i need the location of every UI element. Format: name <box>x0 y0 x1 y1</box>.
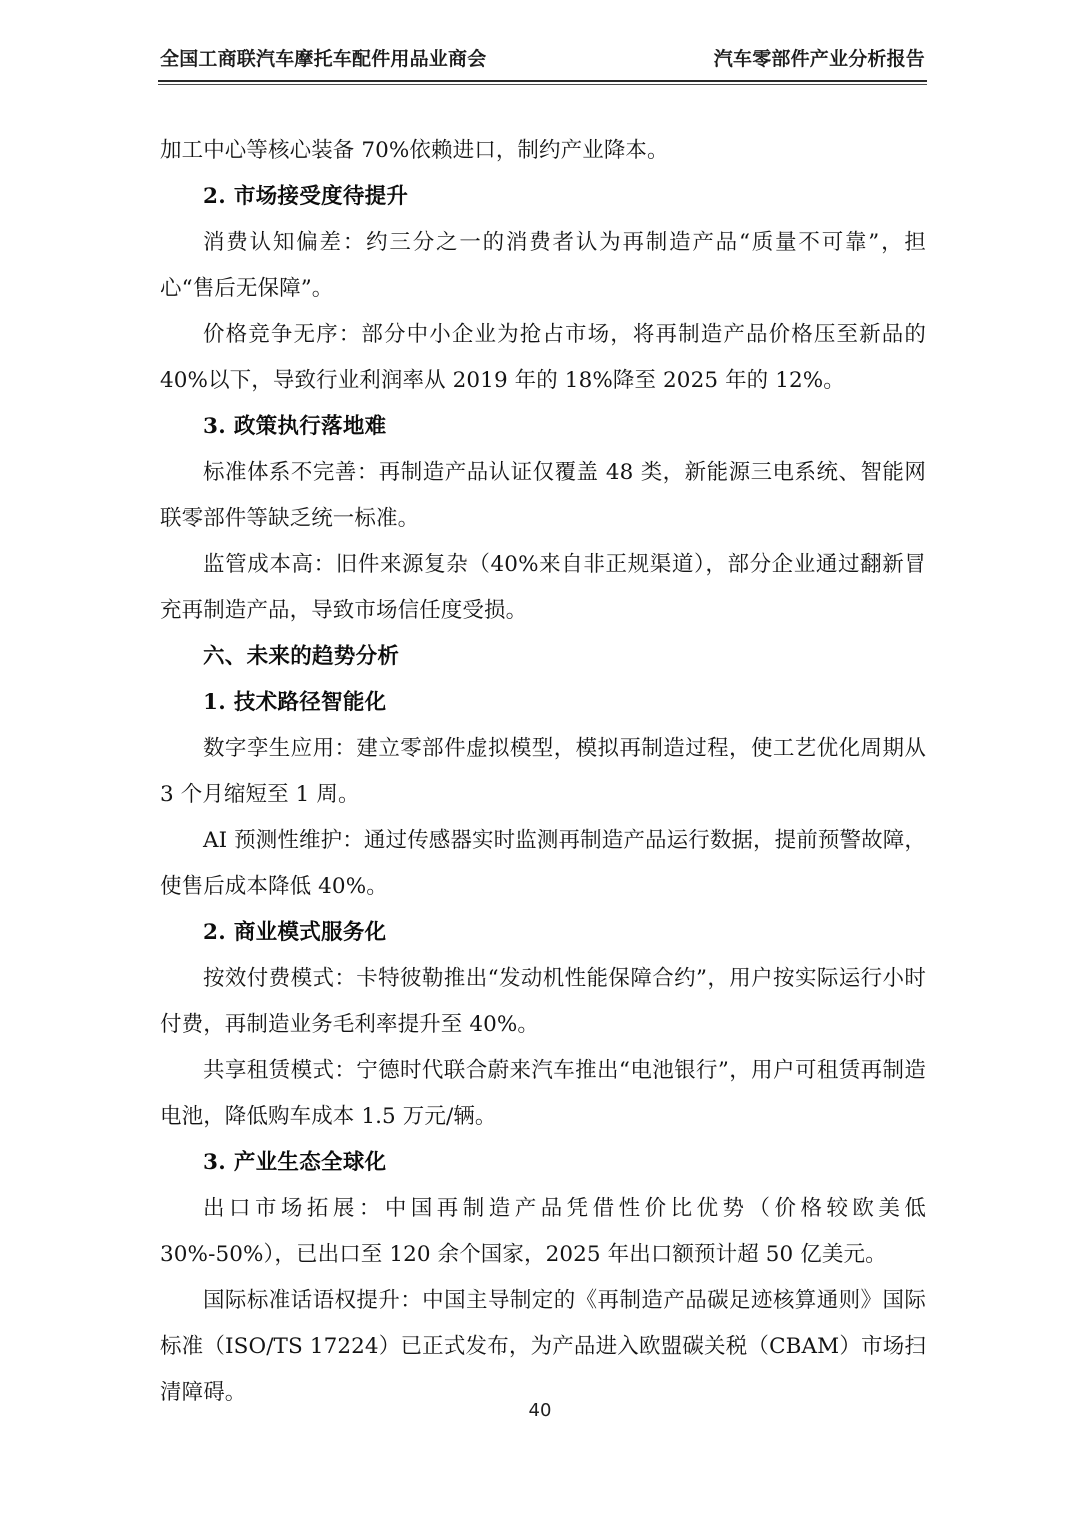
body-paragraph: 按效付费模式：卡特彼勒推出“发动机性能保障合约”，用户按实际运行小时付费，再制造业务毛利率提升至 40%。 <box>160 966 926 1037</box>
body-paragraph: 消费认知偏差：约三分之一的消费者认为再制造产品“质量不可靠”，担心“售后无保障”。 <box>160 230 926 301</box>
sub-heading: 3. 政策执行落地难 <box>203 414 387 439</box>
header-divider <box>158 80 927 82</box>
body-paragraph: 标准体系不完善：再制造产品认证仅覆盖 48 类，新能源三电系统、智能网联零部件等缺乏统一标准。 <box>160 460 926 531</box>
sub-heading: 3. 产业生态全球化 <box>203 1150 387 1175</box>
header-divider-secondary <box>158 84 927 85</box>
body-paragraph: 出口市场拓展：中国再制造产品凭借性价比优势（价格较欧美低 30%-50%），已出口至 120 余个国家，2025 年出口额预计超 50 亿美元。 <box>160 1196 926 1267</box>
document-body <box>160 128 926 1416</box>
page-number: 40 <box>528 1400 552 1421</box>
body-paragraph: 加工中心等核心装备 70%依赖进口，制约产业降本。 <box>160 138 669 163</box>
body-paragraph: AI 预测性维护：通过传感器实时监测再制造产品运行数据，提前预警故障，使售后成本降低 40%。 <box>160 828 926 899</box>
header-right-title: 汽车零部件产业分析报告 <box>713 48 925 70</box>
page-header <box>160 48 925 72</box>
sub-heading: 2. 市场接受度待提升 <box>203 184 409 209</box>
body-paragraph: 共享租赁模式：宁德时代联合蔚来汽车推出“电池银行”，用户可租赁再制造电池，降低购车成本 1.5 万元/辆。 <box>160 1058 926 1129</box>
body-paragraph: 国际标准话语权提升：中国主导制定的《再制造产品碳足迹核算通则》国际标准（ISO/TS 17224）已正式发布，为产品进入欧盟碳关税（CBAM）市场扫清障碍。 <box>160 1288 926 1405</box>
sub-heading: 1. 技术路径智能化 <box>203 690 387 715</box>
body-paragraph: 数字孪生应用：建立零部件虚拟模型，模拟再制造过程，使工艺优化周期从 3 个月缩短至 1 周。 <box>160 736 926 807</box>
section-heading: 六、未来的趋势分析 <box>203 644 400 669</box>
header-left-title: 全国工商联汽车摩托车配件用品业商会 <box>160 48 487 70</box>
sub-heading: 2. 商业模式服务化 <box>203 920 387 945</box>
body-paragraph: 价格竞争无序：部分中小企业为抢占市场，将再制造产品价格压至新品的 40%以下，导致行业利润率从 2019 年的 18%降至 2025 年的 12%。 <box>160 322 926 393</box>
body-paragraph: 监管成本高：旧件来源复杂（40%来自非正规渠道），部分企业通过翻新冒充再制造产品，导致市场信任度受损。 <box>160 552 926 623</box>
